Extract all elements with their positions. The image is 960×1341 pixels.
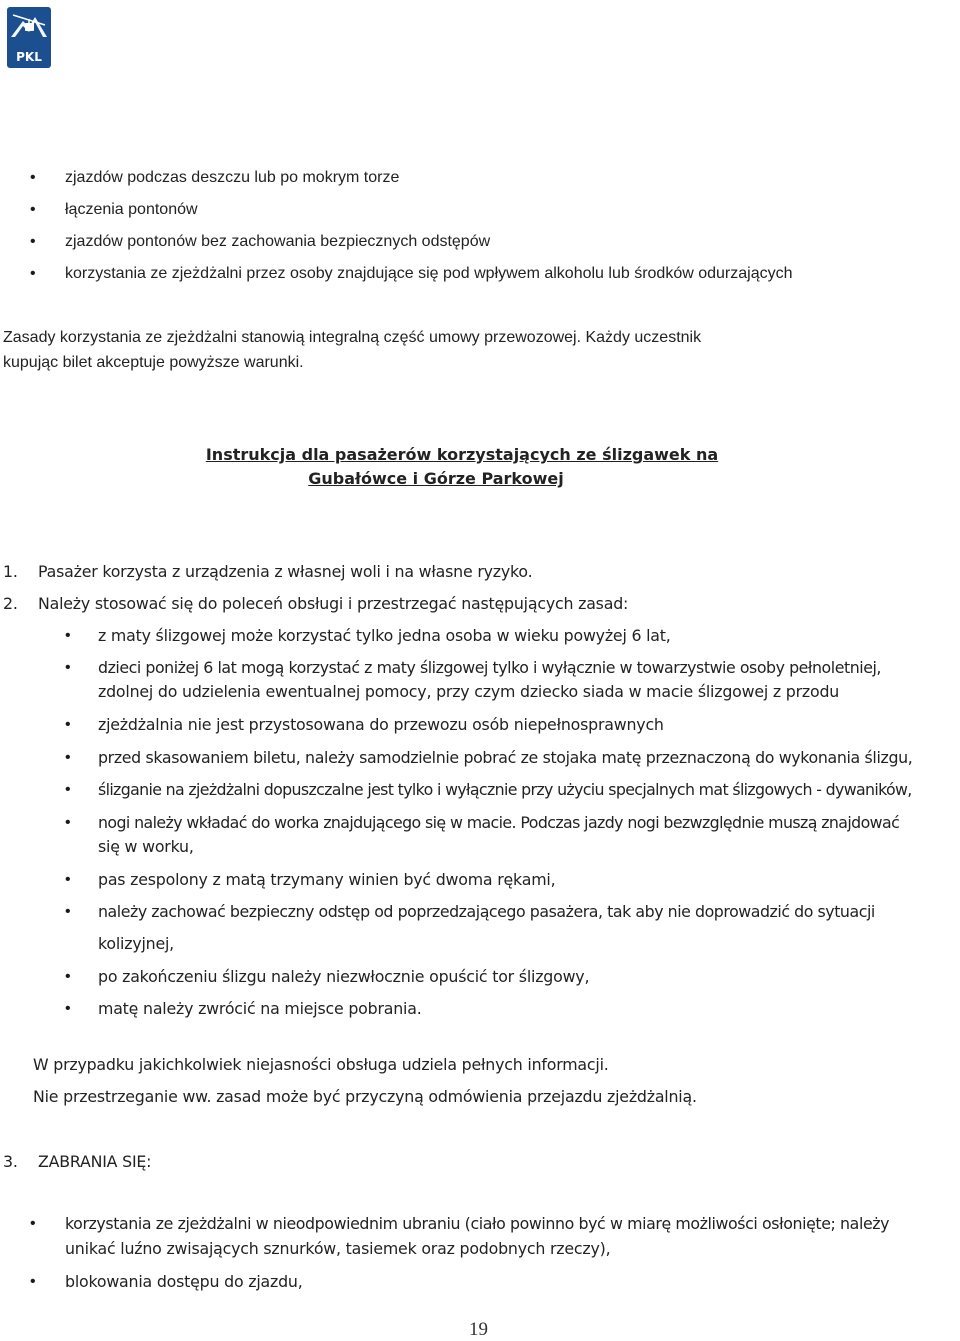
list-item: łączenia pontonów xyxy=(65,201,198,218)
bullet: • xyxy=(65,716,71,733)
terms-line-1: Zasady korzystania ze zjeżdżalni stanowią integralną część umowy przewozowej. Każdy uczestnik xyxy=(3,329,702,346)
rule-item: przed skasowaniem biletu, należy samodzielnie pobrać ze stojaka matę przeznaczoną do wykonania ślizgu, xyxy=(98,748,913,767)
rule-item-continuation: zdolnej do udzielenia ewentualnej pomocy, przy czym dziecko siada w macie ślizgowej z przodu xyxy=(98,682,840,701)
rule-item: nogi należy wkładać do worka znajdującego się w macie. Podczas jazdy nogi bezwzględnie muszą znajdować xyxy=(98,813,900,832)
list-item: zjazdów podczas deszczu lub po mokrym torze xyxy=(65,169,400,186)
page-number: 19 xyxy=(469,1319,488,1340)
rule-item: matę należy zwrócić na miejsce pobrania. xyxy=(98,999,422,1018)
rule-item: z maty ślizgowej może korzystać tylko jedna osoba w wieku powyżej 6 lat, xyxy=(98,626,671,645)
terms-line-2: kupując bilet akceptuje powyższe warunki. xyxy=(3,354,304,371)
item-number: 2. xyxy=(3,594,18,613)
pkl-logo xyxy=(7,7,51,68)
bullet: • xyxy=(65,659,71,676)
item-number: 1. xyxy=(3,562,18,581)
forbidden-item-continuation: unikać luźno zwisających sznurków, tasiemek oraz podobnych rzeczy), xyxy=(65,1239,611,1258)
bullet: • xyxy=(30,169,36,186)
bullet: • xyxy=(65,968,71,985)
bullet: • xyxy=(65,781,71,798)
bullet: • xyxy=(65,749,71,766)
rule-item: należy zachować bezpieczny odstęp od poprzedzającego pasażera, tak aby nie doprowadzić do sytuacji xyxy=(98,902,875,921)
rule-item: dzieci poniżej 6 lat mogą korzystać z maty ślizgowej tylko i wyłącznie w towarzystwie osoby pełnoletniej, xyxy=(98,658,881,677)
info-line-1: W przypadku jakichkolwiek niejasności obsługa udziela pełnych informacji. xyxy=(33,1055,609,1074)
mountain-cable-car-icon xyxy=(7,7,51,51)
instruction-heading-line-1: Instrukcja dla pasażerów korzystających ze ślizgawek na xyxy=(205,445,719,464)
forbidden-item: blokowania dostępu do zjazdu, xyxy=(65,1272,303,1291)
instruction-heading-line-2: Gubałówce i Górze Parkowej xyxy=(308,469,564,488)
rule-item: zjeżdżalnia nie jest przystosowana do przewozu osób niepełnosprawnych xyxy=(98,715,664,734)
bullet: • xyxy=(30,265,36,282)
item-text: Należy stosować się do poleceń obsługi i przestrzegać następujących zasad: xyxy=(38,594,629,613)
bullet: • xyxy=(65,871,71,888)
rule-item: po zakończeniu ślizgu należy niezwłocznie opuścić tor ślizgowy, xyxy=(98,967,590,986)
list-item: korzystania ze zjeżdżalni przez osoby znajdujące się pod wpływem alkoholu lub środków odurzających xyxy=(65,265,793,282)
rule-item-continuation: się w worku, xyxy=(98,837,194,856)
list-item: zjazdów pontonów bez zachowania bezpiecznych odstępów xyxy=(65,233,491,250)
forbidden-item: korzystania ze zjeżdżalni w nieodpowiednim ubraniu (ciało powinno być w miarę możliwości osłonięte; należy xyxy=(65,1214,890,1233)
bullet: • xyxy=(30,1215,36,1232)
rule-item: ślizganie na zjeżdżalni dopuszczalne jest tylko i wyłącznie przy użyciu specjalnych mat ślizgowych - dywaników, xyxy=(98,780,912,799)
item-number: 3. xyxy=(3,1152,18,1171)
bullet: • xyxy=(65,1000,71,1017)
bullet: • xyxy=(65,627,71,644)
bullet: • xyxy=(30,201,36,218)
info-line-2: Nie przestrzeganie ww. zasad może być przyczyną odmówienia przejazdu zjeżdżalnią. xyxy=(33,1087,697,1106)
bullet: • xyxy=(30,233,36,250)
bullet: • xyxy=(30,1273,36,1290)
rule-item: pas zespolony z matą trzymany winien być dwoma rękami, xyxy=(98,870,556,889)
item-text: ZABRANIA SIĘ: xyxy=(38,1152,152,1171)
item-text: Pasażer korzysta z urządzenia z własnej woli i na własne ryzyko. xyxy=(38,562,533,581)
bullet: • xyxy=(65,814,71,831)
rule-item-continuation: kolizyjnej, xyxy=(98,934,174,953)
bullet: • xyxy=(65,903,71,920)
logo-text: PKL xyxy=(16,50,42,64)
